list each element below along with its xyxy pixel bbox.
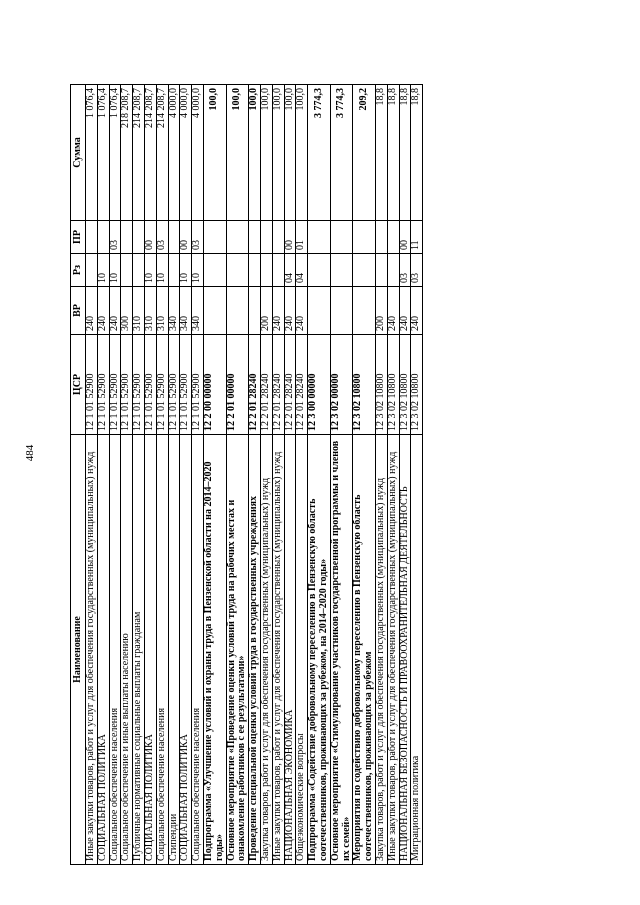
cell-csr: 12 1 01 52900 [192, 335, 204, 435]
cell-rz: 04 [284, 254, 296, 287]
cell-csr: 12 2 01 28240 [272, 335, 284, 435]
cell-rz: 04 [296, 254, 308, 287]
budget-table [70, 84, 423, 865]
cell-name: СОЦИАЛЬНАЯ ПОЛИТИКА [180, 435, 192, 865]
cell-sum: 100,0 [260, 85, 272, 221]
cell-pr: 00 [399, 221, 411, 254]
cell-name: Закупка товаров, работ и услуг для обеспечения государственных (муниципальных) нужд [260, 435, 272, 865]
cell-vr [249, 287, 261, 335]
cell-pr: 03 [109, 221, 121, 254]
cell-vr: 240 [284, 287, 296, 335]
cell-sum: 4 000,0 [180, 85, 192, 221]
cell-vr: 240 [411, 287, 423, 335]
cell-pr: 00 [144, 221, 156, 254]
cell-sum: 100,0 [203, 85, 226, 221]
table-row [284, 85, 296, 865]
cell-csr: 12 3 00 00000 [308, 335, 331, 435]
cell-pr [260, 221, 272, 254]
cell-rz [203, 254, 226, 287]
table-row [296, 85, 308, 865]
cell-name: Закупка товаров, работ и услуг для обеспечения государственных (муниципальных) нужд [375, 435, 387, 865]
cell-rz [353, 254, 376, 287]
table-row [249, 85, 261, 865]
table-header-row [71, 85, 86, 865]
cell-rz: 03 [399, 254, 411, 287]
cell-csr: 12 1 01 52900 [168, 335, 180, 435]
header-vr: ВР [71, 287, 86, 335]
header-sum: Сумма [71, 85, 86, 221]
cell-csr: 12 2 01 00000 [226, 335, 249, 435]
table-body [86, 85, 423, 865]
cell-rz [387, 254, 399, 287]
table-row [97, 85, 109, 865]
cell-vr: 240 [109, 287, 121, 335]
cell-pr [226, 221, 249, 254]
cell-pr [168, 221, 180, 254]
cell-pr: 11 [411, 221, 423, 254]
cell-pr [133, 221, 145, 254]
cell-vr: 240 [97, 287, 109, 335]
cell-rz: 10 [144, 254, 156, 287]
cell-name: Подпрограмма «Улучшение условий и охраны труда в Пензенской области на 2014–2020 годы» [203, 435, 226, 865]
cell-name: Подпрограмма «Содействие добровольному переселению в Пензенскую область соотечественников, проживающих за рубежом, на 2014–2020 годы» [308, 435, 331, 865]
cell-rz: 10 [109, 254, 121, 287]
table-row [121, 85, 133, 865]
table-row [375, 85, 387, 865]
cell-pr: 03 [192, 221, 204, 254]
cell-name: Социальное обеспечение и иные выплаты населению [121, 435, 133, 865]
cell-pr [308, 221, 331, 254]
rotated-page-content [70, 85, 560, 865]
cell-sum: 100,0 [226, 85, 249, 221]
cell-pr: 00 [284, 221, 296, 254]
cell-name: Основное мероприятие «Стимулирование участников государственной программы и членов их семей» [330, 435, 353, 865]
cell-sum: 100,0 [284, 85, 296, 221]
cell-pr [375, 221, 387, 254]
cell-sum: 214 208,7 [133, 85, 145, 221]
cell-vr: 200 [260, 287, 272, 335]
cell-sum: 218 208,7 [121, 85, 133, 221]
table-row [86, 85, 98, 865]
cell-rz [330, 254, 353, 287]
cell-csr: 12 2 01 28240 [249, 335, 261, 435]
cell-name: Социальное обеспечение населения [156, 435, 168, 865]
cell-csr: 12 3 02 10800 [387, 335, 399, 435]
cell-pr [272, 221, 284, 254]
cell-csr: 12 2 01 28240 [284, 335, 296, 435]
cell-name: Социальное обеспечение населения [109, 435, 121, 865]
cell-csr: 12 1 01 52900 [86, 335, 98, 435]
table-row [399, 85, 411, 865]
cell-sum: 100,0 [296, 85, 308, 221]
cell-pr [249, 221, 261, 254]
cell-csr: 12 1 01 52900 [133, 335, 145, 435]
cell-vr: 240 [387, 287, 399, 335]
table-row [308, 85, 331, 865]
table-row [192, 85, 204, 865]
cell-sum: 18,8 [411, 85, 423, 221]
cell-vr: 340 [180, 287, 192, 335]
table-row [272, 85, 284, 865]
page-number: 484 [24, 444, 36, 462]
cell-vr [308, 287, 331, 335]
table-row [411, 85, 423, 865]
cell-rz: 10 [97, 254, 109, 287]
table-row [330, 85, 353, 865]
cell-rz [260, 254, 272, 287]
table-row [168, 85, 180, 865]
cell-rz [249, 254, 261, 287]
cell-sum: 4 000,0 [192, 85, 204, 221]
cell-sum: 214 208,7 [156, 85, 168, 221]
cell-vr: 310 [156, 287, 168, 335]
cell-rz: 10 [192, 254, 204, 287]
cell-sum: 100,0 [272, 85, 284, 221]
cell-csr: 12 3 02 10800 [353, 335, 376, 435]
cell-name: Мероприятия по содействию добровольному переселению в Пензенскую область соотечественников, проживающих за рубежом [353, 435, 376, 865]
cell-rz [133, 254, 145, 287]
cell-pr: 03 [156, 221, 168, 254]
cell-pr [121, 221, 133, 254]
cell-vr: 340 [168, 287, 180, 335]
cell-vr: 340 [192, 287, 204, 335]
cell-rz: 10 [180, 254, 192, 287]
cell-vr: 300 [121, 287, 133, 335]
cell-name: Общеэкономические вопросы [296, 435, 308, 865]
cell-csr: 12 2 01 28240 [260, 335, 272, 435]
cell-pr [387, 221, 399, 254]
header-pr: ПР [71, 221, 86, 254]
cell-name: Основное мероприятие «Проведение оценки условий труда на рабочих местах и ознакомление работников с ее результатами» [226, 435, 249, 865]
cell-rz [375, 254, 387, 287]
table-row [387, 85, 399, 865]
cell-csr: 12 3 02 10800 [399, 335, 411, 435]
cell-name: Стипендии [168, 435, 180, 865]
cell-csr: 12 1 01 52900 [109, 335, 121, 435]
cell-rz: 03 [411, 254, 423, 287]
cell-csr: 12 3 02 10800 [375, 335, 387, 435]
cell-name: Миграционная политика [411, 435, 423, 865]
cell-pr [353, 221, 376, 254]
cell-sum: 214 208,7 [144, 85, 156, 221]
cell-vr: 240 [272, 287, 284, 335]
cell-vr: 240 [296, 287, 308, 335]
cell-sum: 3 774,3 [330, 85, 353, 221]
cell-pr: 00 [180, 221, 192, 254]
cell-pr [86, 221, 98, 254]
cell-sum: 18,8 [375, 85, 387, 221]
cell-rz [272, 254, 284, 287]
cell-pr [330, 221, 353, 254]
cell-pr: 01 [296, 221, 308, 254]
cell-sum: 3 774,3 [308, 85, 331, 221]
cell-csr: 12 1 01 52900 [156, 335, 168, 435]
cell-sum: 1 076,4 [86, 85, 98, 221]
cell-csr: 12 2 01 28240 [296, 335, 308, 435]
cell-rz [226, 254, 249, 287]
cell-rz [121, 254, 133, 287]
cell-sum: 100,0 [249, 85, 261, 221]
cell-sum: 1 076,4 [109, 85, 121, 221]
cell-pr [203, 221, 226, 254]
cell-csr: 12 3 02 10800 [411, 335, 423, 435]
cell-name: Проведение специальной оценки условий труда в государственных учреждениях [249, 435, 261, 865]
cell-csr: 12 1 01 52900 [97, 335, 109, 435]
cell-name: Иные закупки товаров, работ и услуг для обеспечения государственных (муниципальных) нужд [387, 435, 399, 865]
cell-sum: 18,8 [387, 85, 399, 221]
cell-name: Социальное обеспечение населения [192, 435, 204, 865]
table-row [353, 85, 376, 865]
cell-vr [330, 287, 353, 335]
table-row [226, 85, 249, 865]
table-row [109, 85, 121, 865]
cell-sum: 4 000,0 [168, 85, 180, 221]
cell-sum: 18,8 [399, 85, 411, 221]
table-row [144, 85, 156, 865]
cell-csr: 12 2 00 00000 [203, 335, 226, 435]
cell-name: НАЦИОНАЛЬНАЯ ЭКОНОМИКА [284, 435, 296, 865]
cell-pr [97, 221, 109, 254]
header-name: Наименование [71, 435, 86, 865]
cell-sum: 209,2 [353, 85, 376, 221]
header-rz: Рз [71, 254, 86, 287]
table-row [133, 85, 145, 865]
table-row [180, 85, 192, 865]
cell-name: Публичные нормативные социальные выплаты гражданам [133, 435, 145, 865]
cell-vr: 240 [399, 287, 411, 335]
cell-name: СОЦИАЛЬНАЯ ПОЛИТИКА [144, 435, 156, 865]
cell-vr [226, 287, 249, 335]
cell-vr [203, 287, 226, 335]
cell-rz: 10 [156, 254, 168, 287]
cell-csr: 12 1 01 52900 [144, 335, 156, 435]
table-row [203, 85, 226, 865]
cell-name: НАЦИОНАЛЬНАЯ БЕЗОПАСНОСТЬ И ПРАВООХРАНИТЕЛЬНАЯ ДЕЯТЕЛЬНОСТЬ [399, 435, 411, 865]
cell-vr: 200 [375, 287, 387, 335]
cell-name: СОЦИАЛЬНАЯ ПОЛИТИКА [97, 435, 109, 865]
cell-name: Иные закупки товаров, работ и услуг для обеспечения государственных (муниципальных) нужд [272, 435, 284, 865]
cell-vr: 310 [133, 287, 145, 335]
cell-csr: 12 1 01 52900 [121, 335, 133, 435]
cell-vr [353, 287, 376, 335]
cell-name: Иные закупки товаров, работ и услуг для обеспечения государственных (муниципальных) нужд [86, 435, 98, 865]
cell-rz [308, 254, 331, 287]
header-csr: ЦСР [71, 335, 86, 435]
cell-sum: 1 076,4 [97, 85, 109, 221]
cell-vr: 240 [86, 287, 98, 335]
cell-rz [168, 254, 180, 287]
cell-rz [86, 254, 98, 287]
table-row [156, 85, 168, 865]
cell-csr: 12 1 01 52900 [180, 335, 192, 435]
cell-csr: 12 3 02 00000 [330, 335, 353, 435]
cell-vr: 310 [144, 287, 156, 335]
table-row [260, 85, 272, 865]
